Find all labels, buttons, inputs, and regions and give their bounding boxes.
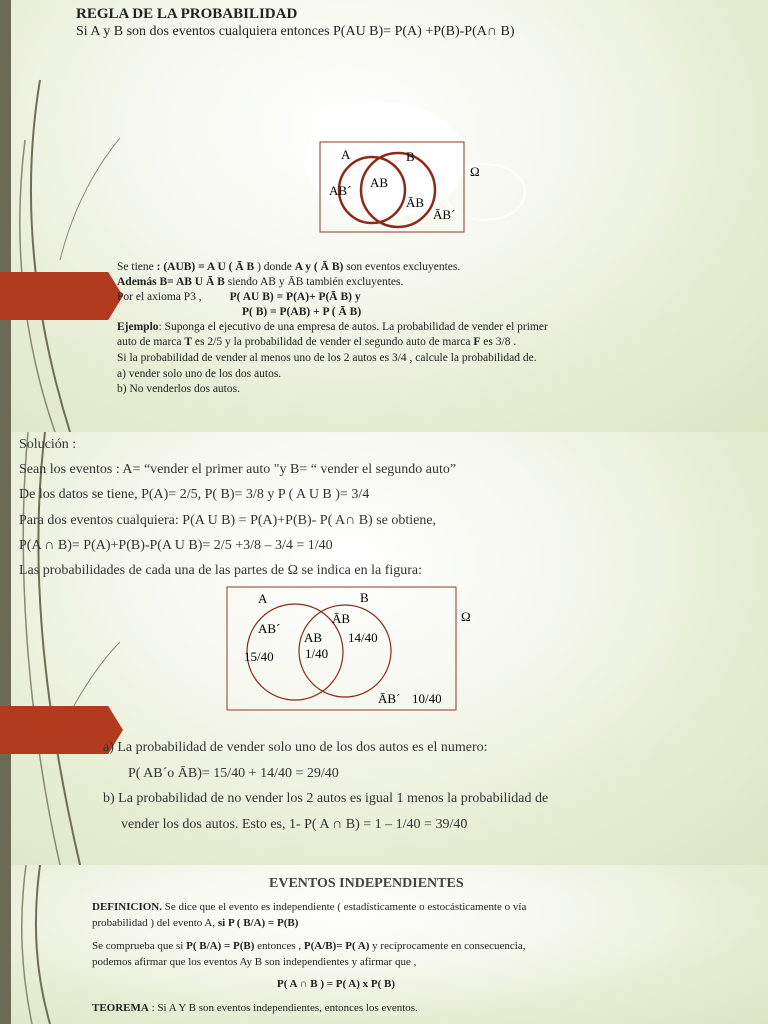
text-line-1: Se tiene : (AUB) = A U ( Ā B ) donde A y ( Ā B) son eventos excluyentes.: [117, 261, 461, 273]
text-line-9: b) No venderlos dos autos.: [117, 383, 240, 395]
text-line-6: auto de marca T es 2/5 y la probabilidad de vender el segundo auto de marca F es 3/8 .: [117, 336, 517, 348]
venn-diagram: [300, 95, 540, 245]
text-line-5: P(A ∩ B)= P(A)+P(B)-P(A U B)= 2/5 +3/8 – 3/4 = 1/40: [19, 538, 333, 553]
independence-formula: P( A ∩ B ) = P( A) x P( B): [277, 978, 396, 990]
text-line-2: Además B= AB U Ā B siendo AB y ĀB también excluyentes.: [117, 276, 404, 288]
venn-label-ab: AB: [370, 175, 389, 190]
teorema-line: TEOREMA : Si A Y B son eventos independientes, entonces los eventos.: [92, 1002, 418, 1014]
solucion-heading: Solución :: [19, 437, 77, 452]
venn-label-abar-b-prime: ĀB´: [433, 207, 456, 222]
text-line-3: Por el axioma P3 , P( AU B) = P(A)+ P(Ā B) y: [117, 291, 361, 303]
red-arrow-tab: [0, 272, 123, 320]
slide-solucion: [0, 432, 768, 865]
venn-label-abar-b: ĀB: [406, 195, 425, 210]
slide-regla-probabilidad: [0, 0, 768, 432]
text-line-4: P( B) = P(AB) + P ( Ā B): [242, 306, 362, 318]
venn-label-ab-prime: AB´: [329, 183, 352, 198]
venn-label-b: B: [360, 590, 369, 605]
answer-b-formula: vender los dos autos. Esto es, 1- P( A ∩ B) = 1 – 1/40 = 39/40: [121, 817, 468, 832]
venn-label-abar-b: ĀB: [332, 611, 351, 626]
text-line-8: a) vender solo uno de los dos autos.: [117, 368, 282, 380]
venn-label-abar-b-prime: ĀB´: [378, 691, 401, 706]
slide-subtitle: Si A y B son dos eventos cualquiera entonces P(AU B)= P(A) +P(B)-P(A∩ B): [76, 24, 515, 39]
answer-b: b) La probabilidad de no vender los 2 autos es igual 1 menos la probabilidad de: [103, 791, 549, 806]
definition-line-1: DEFINICION. Se dice que el evento es independiente ( estadísticamente o estocásticamente o vía: [92, 901, 527, 913]
venn-label-ab-prime: AB´: [258, 621, 281, 636]
definition-line-2: probabilidad ) del evento A, si P ( B/A) = P(B): [92, 917, 299, 929]
venn-value-ab-prime: 15/40: [244, 649, 274, 664]
text-line-7: Si la probabilidad de vender al menos uno de los 2 autos es 3/4 , calcule la probabilidad de.: [117, 352, 537, 364]
slide-eventos-independientes: [0, 865, 768, 1024]
text-line-2: Sean los eventos : A= “vender el primer auto "y B= “ vender el segundo auto”: [19, 462, 457, 477]
answer-a-formula: P( AB´o ĀB)= 15/40 + 14/40 = 29/40: [128, 766, 339, 781]
slide-title: EVENTOS INDEPENDIENTES: [269, 876, 464, 891]
venn-label-omega: Ω: [470, 164, 480, 179]
text-line-5: Ejemplo: Suponga el ejecutivo de una empresa de autos. La probabilidad de vender el primer: [117, 321, 548, 333]
text-line-4: Para dos eventos cualquiera: P(A U B) = P(A)+P(B)- P( A∩ B) se obtiene,: [19, 513, 437, 528]
venn-label-a: A: [341, 147, 351, 162]
venn-value-abar-b-prime: 10/40: [412, 691, 442, 706]
venn-label-ab: AB: [304, 630, 323, 645]
comprobacion-line-1: Se comprueba que si P( B/A) = P(B) entonces , P(A/B)= P( A) y recíprocamente en consecuencia,: [92, 940, 526, 952]
venn-label-b: B: [406, 149, 415, 164]
venn-label-omega: Ω: [461, 609, 471, 624]
venn-diagram-values: [225, 585, 485, 713]
venn-value-ab: 1/40: [305, 646, 329, 661]
answer-a: a) La probabilidad de vender solo uno de los dos autos es el numero:: [103, 740, 488, 755]
text-line-6: Las probabilidades de cada una de las partes de Ω se indica en la figura:: [19, 563, 423, 578]
text-line-3: De los datos se tiene, P(A)= 2/5, P( B)= 3/8 y P ( A U B )= 3/4: [19, 487, 370, 502]
venn-label-a: A: [258, 591, 268, 606]
venn-value-abar-b: 14/40: [348, 630, 378, 645]
comprobacion-line-2: podemos afirmar que los eventos Ay B son independientes y afirmar que ,: [92, 956, 417, 968]
slide-title: REGLA DE LA PROBABILIDAD: [76, 6, 298, 22]
decorative-swirl: [0, 0, 120, 432]
